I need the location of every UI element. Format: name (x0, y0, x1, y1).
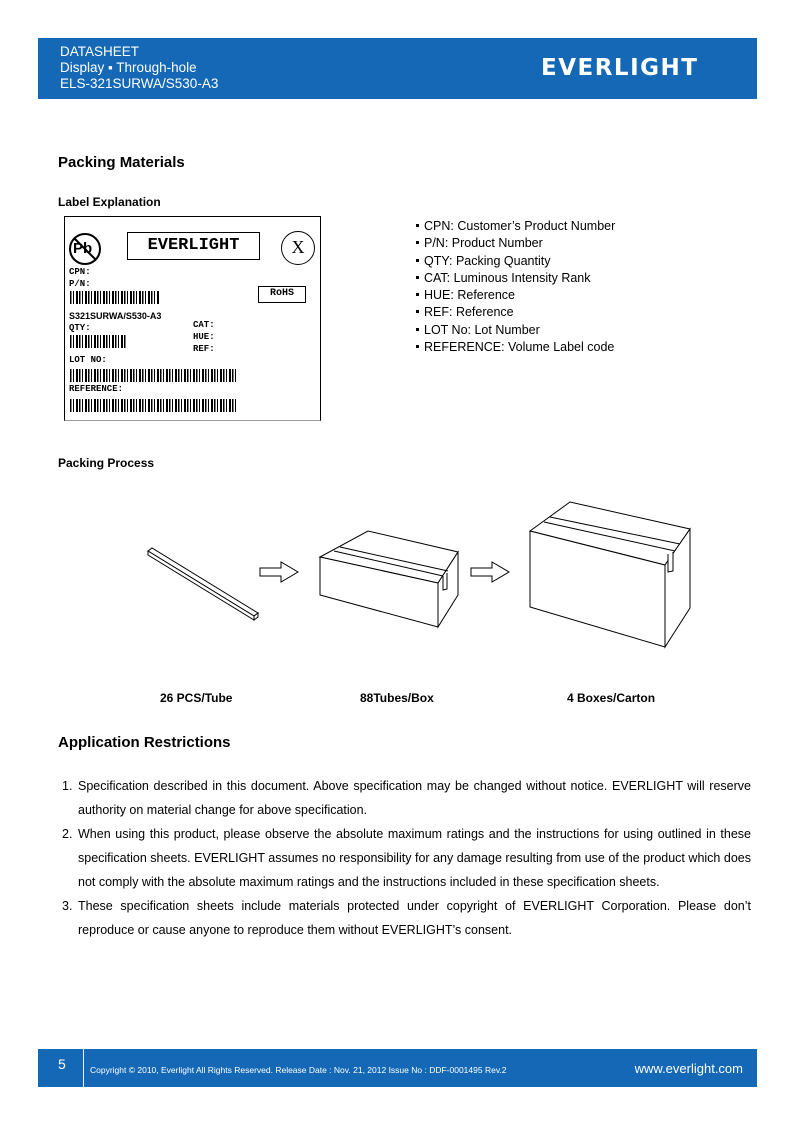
bullet-icon (416, 328, 419, 331)
item-number: 2. (62, 827, 73, 841)
product-category: Display ▪ Through-hole (60, 60, 197, 75)
label-lot: LOT NO: (69, 355, 107, 365)
packing-process-diagram (140, 495, 700, 655)
sample-label (64, 216, 321, 421)
barcode-pn (70, 291, 160, 304)
part-number: ELS-321SURWA/S530-A3 (60, 76, 219, 91)
page-number: 5 (58, 1056, 66, 1072)
list-item: P/N: Product Number (416, 235, 615, 252)
label-legend-list (416, 218, 615, 356)
header-text (60, 44, 218, 92)
footer-divider (83, 1049, 84, 1087)
x-mark-icon: X (281, 231, 315, 265)
list-item: REF: Reference (416, 304, 615, 321)
list-item (62, 894, 751, 942)
item-text: Specification described in this document. Above specification may be changed without notice. EVERLIGHT will reserve authority on material change for above specification. (78, 779, 751, 817)
bullet-icon (416, 241, 419, 244)
page-footer (38, 1049, 757, 1087)
barcode-lot (70, 369, 238, 382)
bullet-icon (416, 310, 419, 313)
restrictions-list (62, 774, 751, 942)
page-header (38, 38, 757, 99)
label-hue: HUE: (193, 332, 215, 342)
everlight-logo (541, 55, 731, 81)
label-reference: REFERENCE: (69, 384, 124, 394)
list-item (62, 822, 751, 894)
caption-carton: 4 Boxes/Carton (567, 691, 656, 705)
caption-box: 88Tubes/Box (360, 691, 434, 705)
doc-type: DATASHEET (60, 44, 140, 59)
item-text: These specification sheets include materials protected under copyright of EVERLIGHT Corporation. Please don’t reproduce or cause anyone to reproduce them without EVERLIGHT’s consent. (78, 899, 751, 937)
label-qty: QTY: (69, 323, 91, 333)
section-title-packing: Packing Materials (58, 154, 185, 171)
subsection-label-explanation: Label Explanation (58, 195, 161, 209)
label-brand-box: EVERLIGHT (127, 232, 260, 260)
caption-tube: 26 PCS/Tube (160, 691, 233, 705)
list-item: LOT No: Lot Number (416, 322, 615, 339)
list-item: QTY: Packing Quantity (416, 253, 615, 270)
bullet-icon (416, 276, 419, 279)
label-part: S321SURWA/S530-A3 (69, 311, 162, 321)
list-item: CAT: Luminous Intensity Rank (416, 270, 615, 287)
carton-icon (530, 502, 690, 647)
bullet-icon (416, 293, 419, 296)
item-text: When using this product, please observe the absolute maximum ratings and the instructions for using outlined in these specification sheets. EVERLIGHT assumes no responsibility for any damage resulting from use of the product which does not comply with the absolute maximum ratings and the instructions included in these specification sheets. (78, 827, 751, 889)
pb-text: Pb (73, 240, 93, 257)
bullet-icon (416, 259, 419, 262)
item-number: 3. (62, 899, 73, 913)
arrow-right-icon (260, 562, 298, 582)
section-title-restrictions: Application Restrictions (58, 734, 231, 751)
barcode-qty (70, 335, 126, 348)
subsection-packing-process: Packing Process (58, 456, 155, 470)
box-icon (320, 531, 458, 627)
list-item (62, 774, 751, 822)
label-ref: REF: (193, 344, 215, 354)
label-cat: CAT: (193, 320, 215, 330)
list-item: CPN: Customer’s Product Number (416, 218, 615, 235)
label-cpn: CPN: (69, 267, 91, 277)
copyright-text: Copyright © 2010, Everlight All Rights Reserved. Release Date : Nov. 21, 2012 Issue No : DDF-0001495 Rev.2 (90, 1065, 507, 1075)
logo-text: EVERLIGHT (541, 55, 699, 81)
label-pn: P/N: (69, 279, 91, 289)
bullet-icon (416, 224, 419, 227)
rohs-badge: RoHS (258, 286, 306, 303)
tube-icon (148, 548, 258, 620)
pb-free-icon (68, 232, 102, 266)
list-item: HUE: Reference (416, 287, 615, 304)
list-item: REFERENCE: Volume Label code (416, 339, 615, 356)
website-link[interactable]: www.everlight.com (634, 1061, 743, 1076)
barcode-reference (70, 399, 238, 412)
item-number: 1. (62, 779, 73, 793)
bullet-icon (416, 345, 419, 348)
arrow-right-icon (471, 562, 509, 582)
